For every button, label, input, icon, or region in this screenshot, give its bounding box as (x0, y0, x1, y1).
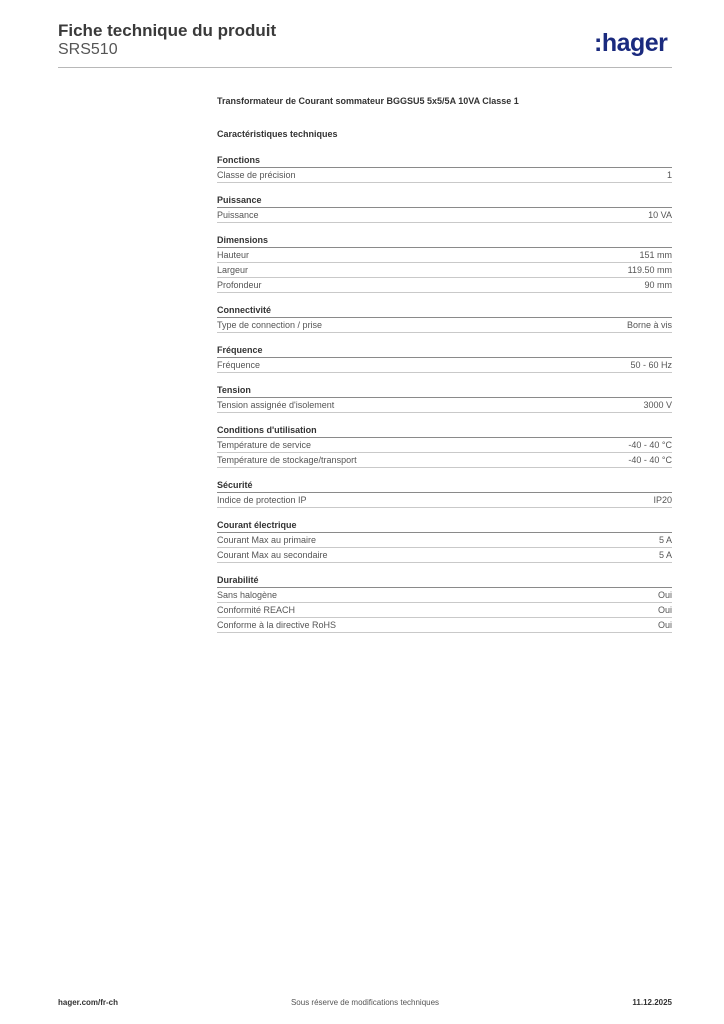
spec-label: Courant Max au secondaire (217, 550, 328, 560)
header-divider (58, 67, 672, 68)
spec-label: Température de service (217, 440, 312, 450)
section-title: Durabilité (217, 574, 672, 588)
spec-value: Oui (657, 620, 672, 630)
spec-section (217, 154, 672, 183)
spec-row (217, 248, 672, 263)
spec-label: Conforme à la directive RoHS (217, 620, 337, 630)
spec-label: Courant Max au primaire (217, 535, 317, 545)
spec-section (217, 574, 672, 633)
spec-label: Type de connection / prise (217, 320, 323, 330)
hager-logo (594, 28, 674, 58)
spec-value: 119.50 mm (627, 265, 672, 275)
spec-label: Tension assignée d'isolement (217, 400, 335, 410)
spec-value: Borne à vis (626, 320, 672, 330)
spec-row (217, 263, 672, 278)
spec-label: Fréquence (217, 360, 261, 370)
footer-website-link[interactable]: hager.com/fr-ch (58, 998, 119, 1007)
spec-section (217, 424, 672, 468)
spec-sections (217, 154, 672, 633)
spec-content (217, 96, 672, 633)
spec-row (217, 398, 672, 413)
spec-value: 10 VA (648, 210, 672, 220)
section-title: Connectivité (217, 304, 672, 318)
section-title: Courant électrique (217, 519, 672, 533)
technical-characteristics-title: Caractéristiques techniques (217, 129, 338, 139)
section-title: Puissance (217, 194, 672, 208)
spec-value: 90 mm (644, 280, 672, 290)
spec-label: Hauteur (217, 250, 250, 260)
spec-label: Profondeur (217, 280, 262, 290)
spec-value: Oui (657, 590, 672, 600)
spec-label: Température de stockage/transport (217, 455, 357, 465)
page-title: Fiche technique du produit (58, 21, 277, 40)
spec-section (217, 344, 672, 373)
hager-logo-text: :hager (594, 28, 668, 57)
spec-label: Indice de protection IP (217, 495, 307, 505)
spec-row (217, 603, 672, 618)
spec-row (217, 548, 672, 563)
section-title: Sécurité (217, 479, 672, 493)
section-title: Fonctions (217, 154, 672, 168)
spec-value: 151 mm (639, 250, 672, 260)
spec-section (217, 479, 672, 508)
spec-row (217, 318, 672, 333)
spec-row (217, 168, 672, 183)
spec-row (217, 493, 672, 508)
section-title: Conditions d'utilisation (217, 424, 672, 438)
spec-section (217, 234, 672, 293)
spec-row (217, 453, 672, 468)
spec-row (217, 208, 672, 223)
product-reference: SRS510 (58, 41, 118, 58)
section-title: Tension (217, 384, 672, 398)
spec-value: 5 A (658, 550, 672, 560)
spec-row (217, 278, 672, 293)
spec-value: 1 (666, 170, 672, 180)
footer-notice: Sous réserve de modifications techniques (290, 998, 440, 1007)
spec-label: Largeur (217, 265, 249, 275)
section-title: Fréquence (217, 344, 672, 358)
spec-section (217, 304, 672, 333)
spec-label: Puissance (217, 210, 259, 220)
spec-label: Conformité REACH (217, 605, 296, 615)
spec-value: 3000 V (643, 400, 672, 410)
spec-section (217, 519, 672, 563)
spec-section (217, 194, 672, 223)
spec-row (217, 358, 672, 373)
spec-value: 5 A (658, 535, 672, 545)
spec-label: Sans halogène (217, 590, 278, 600)
spec-value: 50 - 60 Hz (630, 360, 672, 370)
footer-date: 11.12.2025 (632, 998, 672, 1007)
spec-value: -40 - 40 °C (628, 455, 672, 465)
spec-section (217, 384, 672, 413)
spec-row (217, 588, 672, 603)
spec-value: -40 - 40 °C (628, 440, 672, 450)
spec-row (217, 533, 672, 548)
section-title: Dimensions (217, 234, 672, 248)
spec-row (217, 618, 672, 633)
product-description: Transformateur de Courant sommateur BGGSU5 5x5/5A 10VA Classe 1 (217, 96, 519, 106)
spec-row (217, 438, 672, 453)
spec-value: IP20 (653, 495, 672, 505)
spec-label: Classe de précision (217, 170, 296, 180)
spec-value: Oui (657, 605, 672, 615)
